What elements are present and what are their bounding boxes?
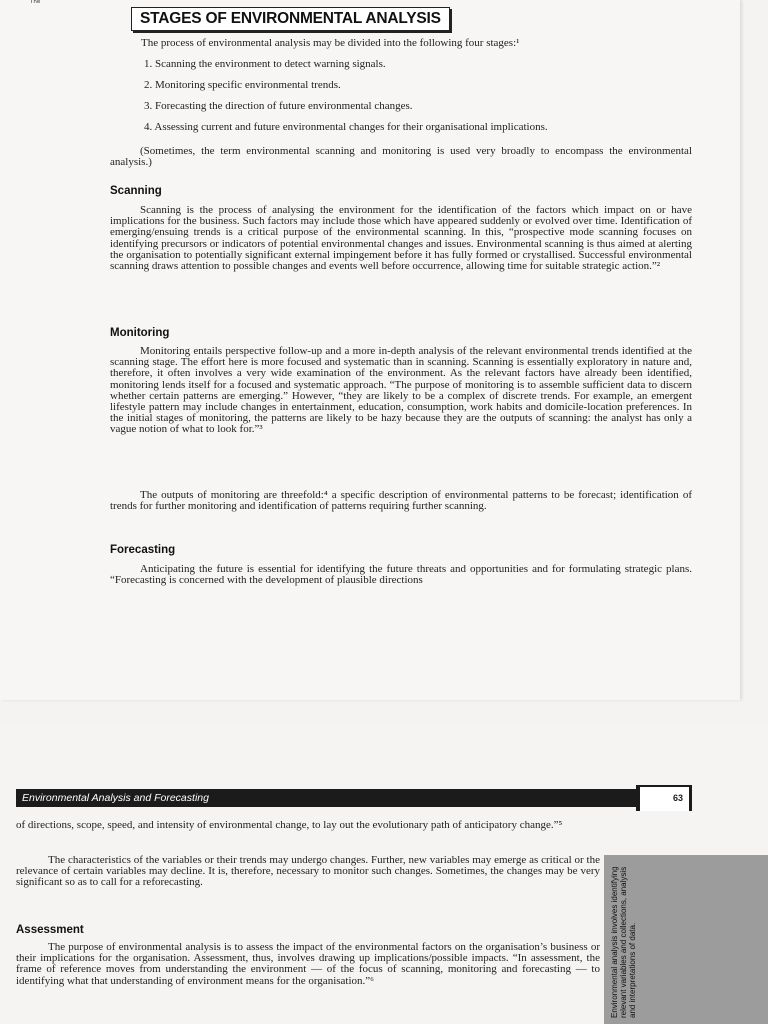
note-paragraph: (Sometimes, the term environmental scanning and monitoring is used very broadly to encompass the environmental analysis.): [110, 145, 692, 169]
paragraph-forecasting: Anticipating the future is essential for identifying the future threats and opportunities and for formulating strategic plans. “Forecasting is concerned with the development of plausible directions: [110, 563, 692, 587]
intro-text: The process of environmental analysis may be divided into the following four stages:¹: [141, 37, 520, 49]
section-title: [131, 7, 450, 31]
stages-list: [144, 57, 704, 141]
list-item: 4. Assessing current and future environmental changes for their organisational implications.: [144, 121, 548, 133]
heading-forecasting: Forecasting: [110, 544, 176, 556]
heading-monitoring: Monitoring: [110, 327, 170, 339]
list-item: 3. Forecasting the direction of future environmental changes.: [144, 100, 413, 112]
running-header: Environmental Analysis and Forecasting: [16, 789, 636, 807]
list-item: 2. Monitoring specific environmental trends.: [144, 79, 341, 91]
paragraph-monitoring-1: Monitoring entails perspective follow-up and a more in-depth analysis of the relevant environmental trends identified at the scanning stage. The effort here is more focused and systematic than in scanning. Scanning is essentially exploratory in nature and, therefore, it often involves a very wide examination of the environment. As the relevant factors have already been identified, monitoring lends itself for a focused and systematic approach. “The purpose of monitoring is to assemble sufficient data to discern whether certain patterns are emerging.” However, “they are likely to be a complex of discrete trends. For example, an emergent lifestyle pattern may include changes in entertainment, education, consumption, work habits and domicile-location preferences. In the initial stages of monitoring, the patterns are likely to be hazy because they are the outputs of scanning: the analyst has only a vague notion of what to look for.”³: [110, 345, 692, 436]
sidebar-note-text: Environmental analysis involves identifying relevant variables and collections, analysis and interpretations of data.: [610, 866, 637, 1018]
paragraph-variables: The characteristics of the variables or their trends may undergo changes. Further, new variables may emerge as critical or the relevance of certain variables may decline. It is, therefore, necessary to monitor such changes. Sometimes, the changes may be very significant so as to call for a reforecasting.: [16, 854, 600, 889]
margin-fragment: The: [30, 0, 41, 5]
heading-assessment: Assessment: [16, 924, 84, 936]
paragraph-monitoring-2: The outputs of monitoring are threefold:⁴ a specific description of environmental patterns to be forecast; identification of trends for further monitoring and identification of patterns requiring further scanning.: [110, 489, 692, 513]
list-item: 1. Scanning the environment to detect warning signals.: [144, 58, 386, 70]
paragraph-scanning: Scanning is the process of analysing the environment for the identification of the factors which impact on or have implications for the business. Such factors may include those which have appeared suddenly or evolved over time. Identification of emerging/ensuing trends is a critical purpose of the environmental scanning. In this, “prospective mode scanning focuses on identifying precursors or indicators of potential environmental changes and issues. Environmental scanning is thus aimed at alerting the organisation to potentially significant external impingement before it has fully formed or crystallised. Successful environmental scanning draws attention to possible changes and events well before occurrence, allowing time for suitable strategic action.”²: [110, 204, 692, 273]
heading-scanning: Scanning: [110, 185, 162, 197]
paragraph-assessment: The purpose of environmental analysis is to assess the impact of the environmental factors on the organisation’s business or their implications for the organisation. Assessment, thus, involves drawing up implications/possible impacts. “In assessment, the frame of reference moves from understanding the environment — of the focus of scanning, monitoring and forecasting — to identifying what that understanding of environment means for the organisation.”⁶: [16, 941, 600, 987]
section-title-text: STAGES OF ENVIRONMENTAL ANALYSIS: [140, 10, 441, 27]
page-number: 63: [636, 785, 692, 811]
paragraph-continuation: of directions, scope, speed, and intensity of environmental change, to lay out the evolutionary path of anticipatory change.”⁵: [16, 819, 563, 831]
